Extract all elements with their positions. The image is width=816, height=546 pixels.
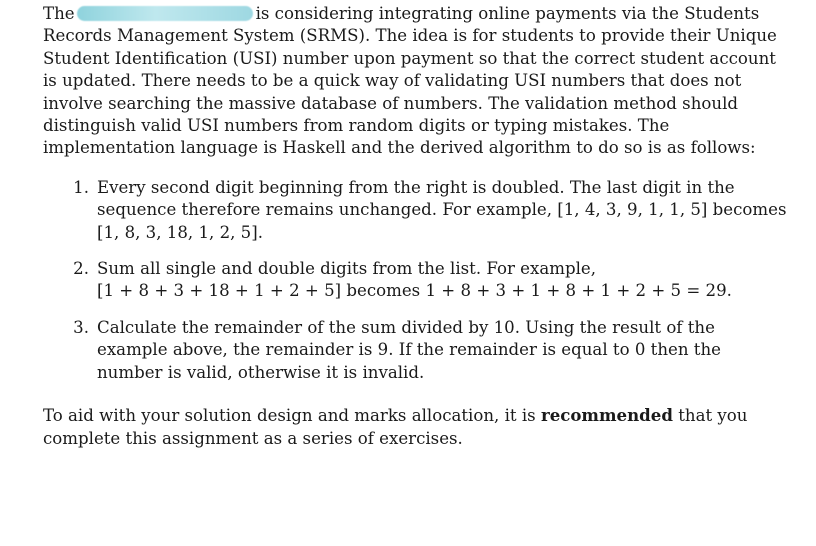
list-item-step-2 (43, 258, 743, 303)
outro-line-2: complete this assignment as a series of exercises. (43, 428, 463, 448)
intro-line-2: Records Management System (SRMS). The idea is for students to provide their Unique (43, 26, 777, 46)
step-1-line-3: [1, 8, 3, 18, 1, 2, 5]. (97, 222, 263, 242)
intro-line-4: is updated. There needs to be a quick way of validating USI numbers that does not (43, 71, 742, 91)
list-item-step-3 (43, 317, 743, 384)
step-number: 1. (73, 177, 89, 197)
intro-line-7: implementation language is Haskell and the derived algorithm to do so is as follows: (43, 138, 756, 158)
algorithm-steps-list (43, 177, 787, 384)
intro-line-3: Student Identification (USI) number upon payment so that the correct student account (43, 48, 776, 68)
document-page (43, 3, 787, 450)
step-1-line-2: sequence therefore remains unchanged. For example, [1, 4, 3, 9, 1, 1, 5] becomes (97, 200, 787, 220)
step-2-line-2: [1 + 8 + 3 + 18 + 1 + 2 + 5] becomes 1 + 8 + 3 + 1 + 8 + 1 + 2 + 5 = 29. (97, 281, 732, 301)
intro-line-5: involve searching the massive database of numbers. The validation method should (43, 93, 738, 113)
intro-line-6: distinguish valid USI numbers from random digits or typing mistakes. The (43, 116, 670, 136)
intro-line-1-end: is considering integrating online payments via the Students (255, 4, 760, 23)
outro-line-1-after: that you (678, 406, 748, 426)
step-2-line-1: Sum all single and double digits from the list. For example, (97, 259, 597, 279)
step-3-line-3: number is valid, otherwise it is invalid. (97, 362, 425, 382)
step-3-line-2: example above, the remainder is 9. If the remainder is equal to 0 then the (97, 340, 721, 360)
intro-paragraph (43, 3, 777, 160)
redaction-mark (77, 6, 253, 21)
step-3-line-1: Calculate the remainder of the sum divided by 10. Using the result of the (97, 317, 715, 337)
step-number: 3. (73, 317, 89, 337)
step-text (97, 317, 721, 384)
step-text (97, 258, 732, 303)
intro-line-1-start: The (43, 4, 75, 23)
step-1-line-1: Every second digit beginning from the right is doubled. The last digit in the (97, 177, 735, 197)
intro-line-1 (43, 3, 760, 25)
step-number: 2. (73, 259, 89, 279)
list-item-step-1 (43, 177, 787, 244)
outro-line-1 (43, 404, 748, 427)
outro-paragraph (43, 404, 748, 450)
outro-line-1-before: To aid with your solution design and marks allocation, it is (43, 406, 536, 426)
outro-emphasis: recommended (540, 405, 673, 426)
step-text (97, 177, 787, 244)
